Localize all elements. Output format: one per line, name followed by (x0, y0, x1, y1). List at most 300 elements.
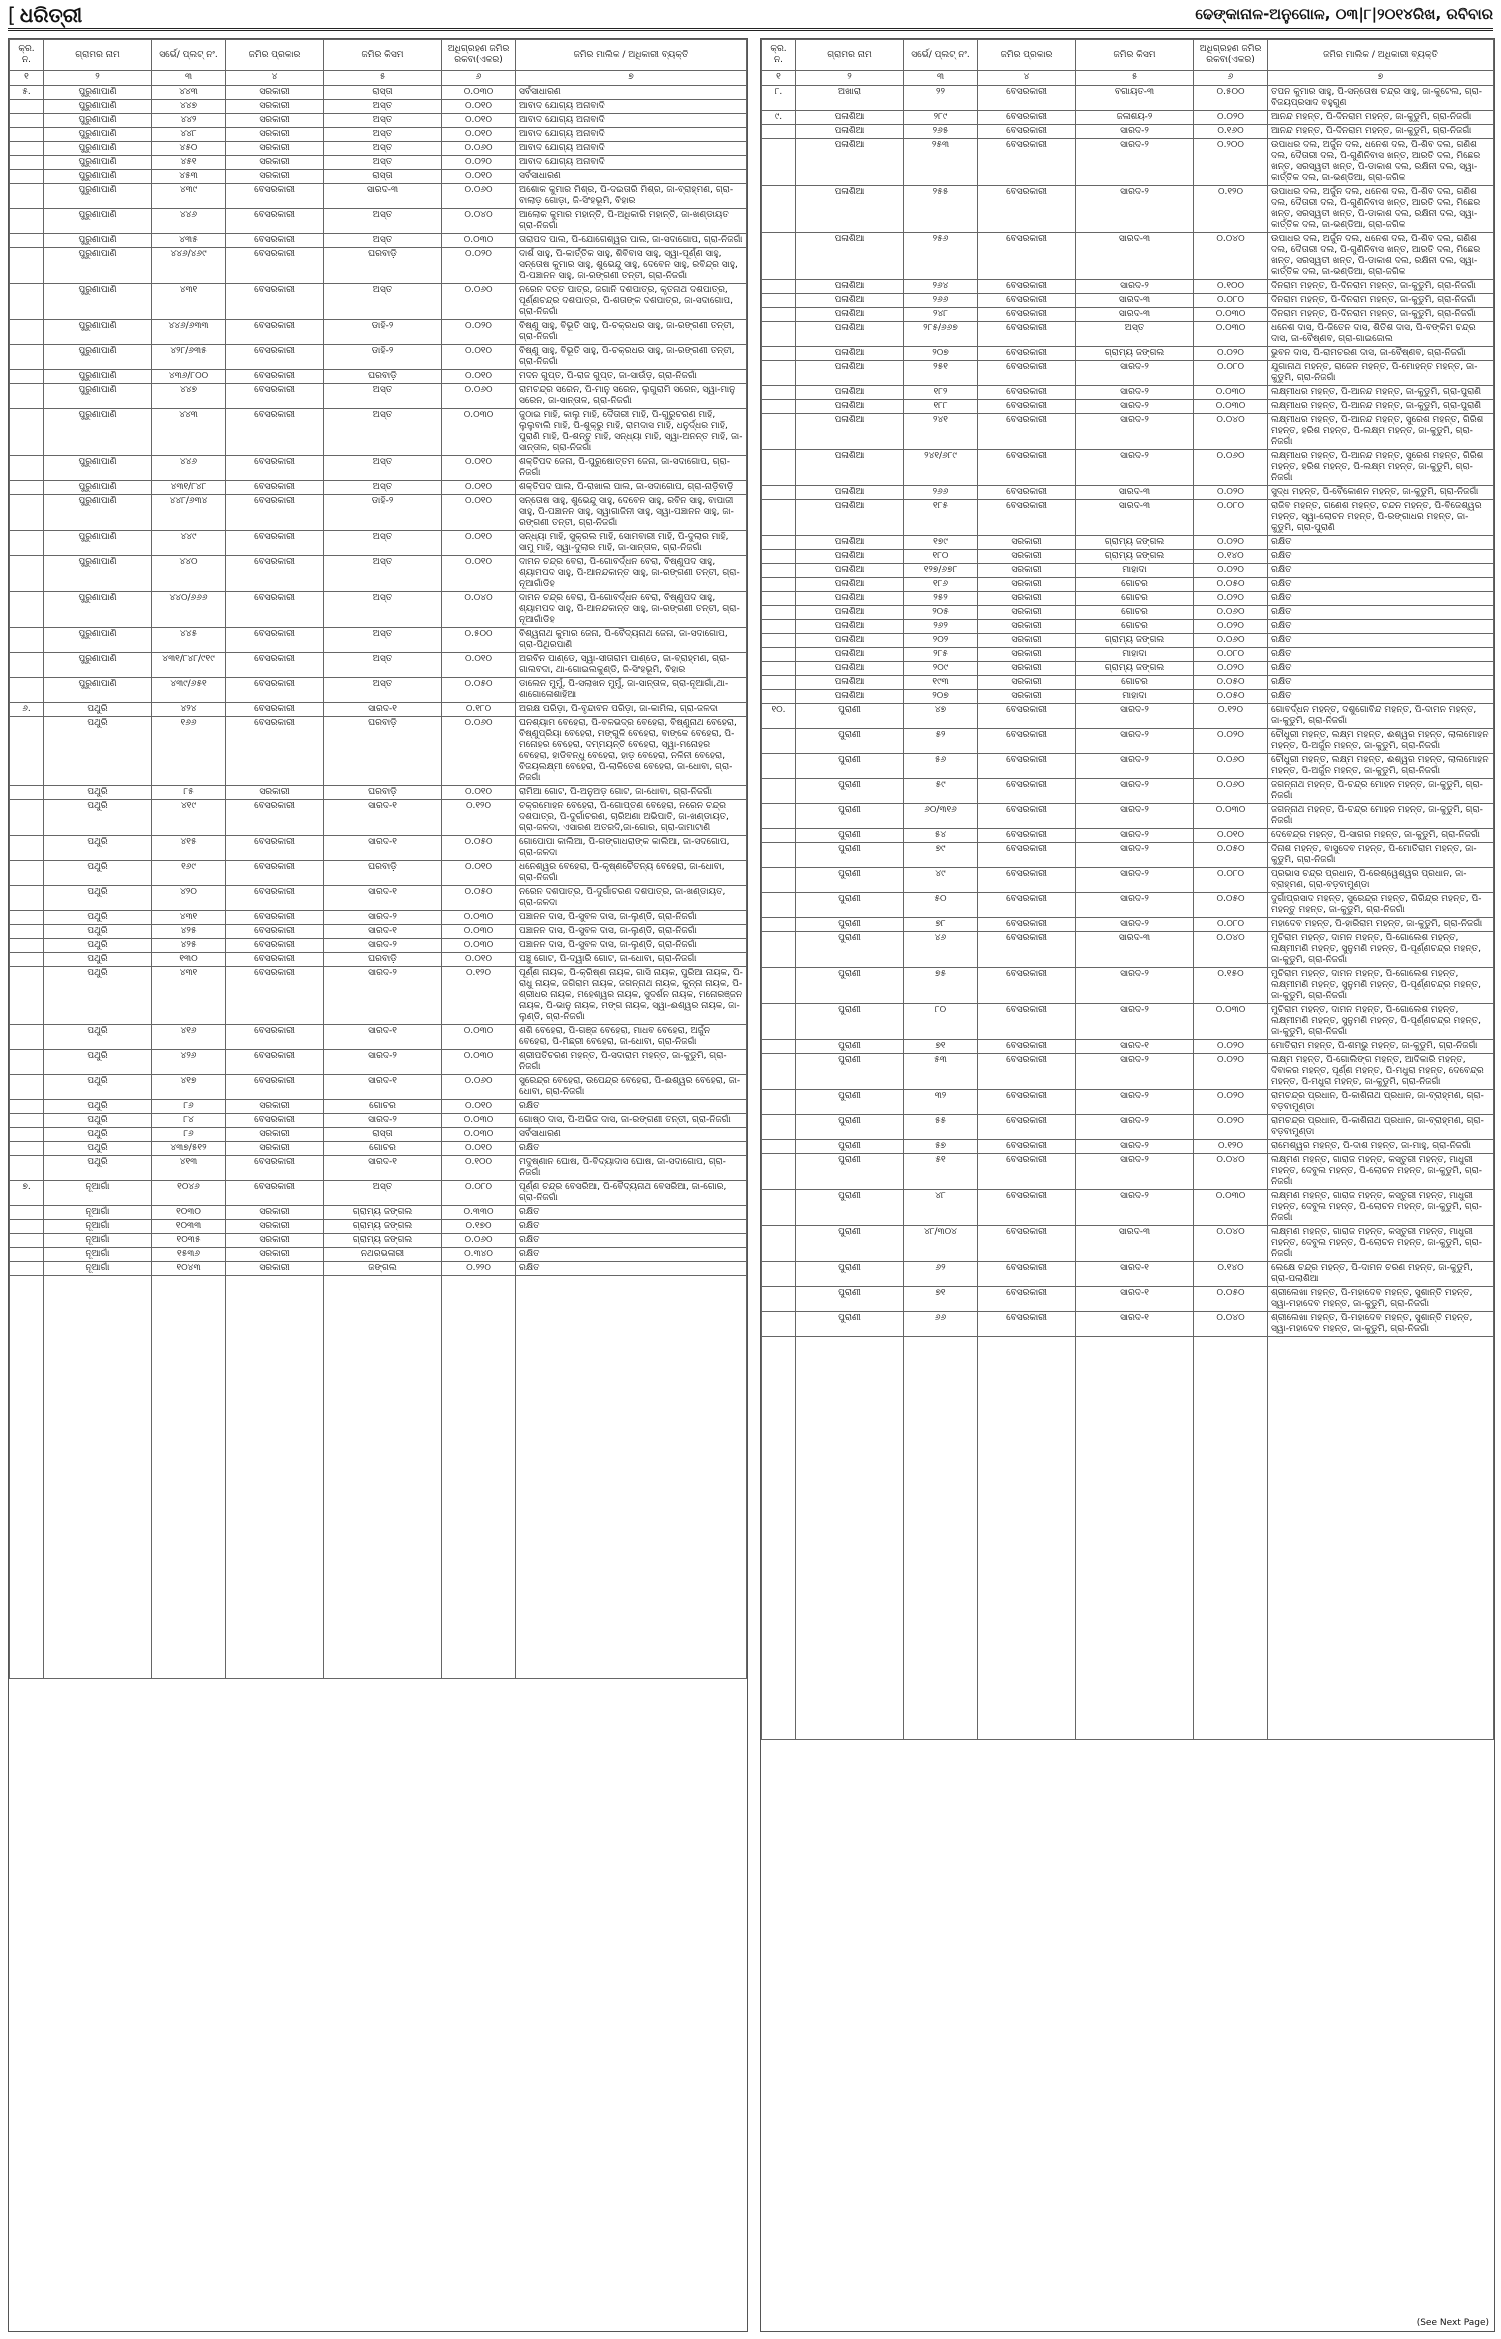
owner-cell: ଦାର୍ଶ ସାହୁ, ପି-କାର୍ତ୍ତିକ ସାହୁ, ଶିବିବାସ ସାହୁ, ସ୍ୱା-ପୂର୍ଣ୍ଣ ସାହୁ, ସନ୍ତୋଷ କୁମାର ସାହୁ, ଶୁଭେନ୍ଦୁ ସାହୁ, ଦେବେନ ସାହୁ, ରବିନ୍ଦ୍ର ସାହୁ, ପି-ପଞ୍ଚାନନ ସାହୁ, ଜା-ରଙ୍ଗଣୀ ତନ୍ତୀ, ଗ୍ରା-ନିଜଗାଁ (516, 248, 747, 284)
village-cell: ପଳାଶିଆ (796, 233, 904, 280)
area-cell: ୦.୦୩୦ (442, 409, 516, 456)
area-cell: ୦.୦୧୦ (442, 653, 516, 678)
village-cell: ପୁରାଣୀ (796, 918, 904, 932)
owner-cell: ମହାଦେବ ମହନ୍ତ, ପି-ହାରିରାମ ମହନ୍ତ, ଜା-କୁଡୁମି, ଗ୍ରା-ନିଜଗାଁ (1268, 918, 1494, 932)
kisam-cell: ସାରଦ-୩ (1076, 233, 1194, 280)
plot-cell: ୪୩୯/୬୫୧ (152, 678, 226, 703)
land-type-cell: ସରକାରୀ (226, 1248, 324, 1262)
land-type-cell: ବେସରକାରୀ (978, 729, 1076, 754)
owner-cell: ଆବାଦ ଯୋଗ୍ୟ ଅନାବାଦି (516, 114, 747, 128)
kisam-cell: ସାରଦ-୧ (324, 1156, 442, 1181)
table-row (762, 1287, 1494, 1312)
serial-no-cell: ୬. (10, 703, 44, 717)
filler-row (10, 1276, 747, 1679)
serial-no-cell: ୫. (10, 86, 44, 100)
kisam-cell: ଅସ୍ତ (324, 531, 442, 556)
empty-cell (978, 1337, 1076, 1740)
owner-cell: ରକ୍ଷିତ (516, 1248, 747, 1262)
village-cell: ପଳାଶିଆ (796, 578, 904, 592)
plot-cell: ୪୨୫ (152, 925, 226, 939)
owner-cell: ଲକ୍ଷ୍ମୀଧର ମହନ୍ତ, ପି-ଆନନ୍ଦ ମହନ୍ତ, ସୁରେଶ ମହନ୍ତ, ଗିରିଶ ମହନ୍ତ, ହରିଶ ମହନ୍ତ, ପି-ଲକ୍ଷ୍ମ ମହନ୍ତ, ଜା-କୁଡୁମି, ଗ୍ରା-ନିଜଗାଁ (1268, 414, 1494, 450)
land-table-right (761, 39, 1494, 1740)
land-type-cell: ସରକାରୀ (226, 1262, 324, 1276)
village-cell: ପୁରାଣୀ (796, 1054, 904, 1090)
area-cell: ୦.୦୩୦ (442, 1114, 516, 1128)
area-cell: ୦.୦୩୦ (442, 1025, 516, 1050)
area-cell: ୦.୫୦୦ (1194, 86, 1268, 111)
table-row (762, 294, 1494, 308)
plot-cell: ୪୪୦/୬୬୬ (152, 592, 226, 628)
serial-no-cell (10, 156, 44, 170)
kisam-cell: ସାରଦ-୧ (1076, 1312, 1194, 1337)
area-cell: ୦.୦୩୦ (442, 234, 516, 248)
plot-cell: ୫୧ (904, 1154, 978, 1190)
serial-no-cell (762, 754, 796, 779)
plot-cell: ୨୬୨ (904, 620, 978, 634)
village-cell: ନୂଆଗାଁ (44, 1248, 152, 1262)
plot-cell: ୫୩ (904, 1054, 978, 1090)
table-row (10, 925, 747, 939)
land-type-cell: ବେସରକାରୀ (978, 386, 1076, 400)
plot-cell: ୧୩୦ (152, 953, 226, 967)
village-cell: ପୁରୁଣାପାଣି (44, 531, 152, 556)
village-cell: ପଥୁରି (44, 1050, 152, 1075)
kisam-cell: ସାରଦ-୨ (1076, 893, 1194, 918)
land-type-cell: ବେସରକାରୀ (226, 1181, 324, 1206)
serial-no-cell (762, 386, 796, 400)
kisam-cell: ସାରଦ-୧ (324, 1025, 442, 1050)
table-row (762, 1140, 1494, 1154)
village-cell: ପୁରାଣୀ (796, 1040, 904, 1054)
village-cell: ପୁରାଣୀ (796, 779, 904, 804)
table-row (762, 893, 1494, 918)
table-row (10, 1050, 747, 1075)
kisam-cell: ସାରଦ-୧ (324, 836, 442, 861)
owner-cell: ଚକ୍ରମୋହନ ବେହେରା, ପି-ଗୋପ୍ତଣ ବେହେରା, ନରେନ ଚନ୍ଦ୍ର ଦଶପାତ୍ର, ପି-ଦୁର୍ଗାଚରଣ, ଚାରିଅଣା ଅଭିପାତି, ଜା-ଖଣ୍ଡାୟତ, ଗ୍ରା-ଜଳଦା, ଏସାରଣ ଅତରଦି,ଜା-ଗୋର, ଗ୍ରା-ଜାମାଟାଣି (516, 800, 747, 836)
owner-cell: ଦିନାଶ ମହନ୍ତ, ବାସୁଦେବ ମହନ୍ତ, ପି-ମୋତିରାମ ମହନ୍ତ, ଜା-କୁଡୁମି, ଗ୍ରା-ନିଜଗାଁ (1268, 843, 1494, 868)
land-type-cell: ବେସରକାରୀ (226, 481, 324, 495)
village-cell: ପଥୁରି (44, 953, 152, 967)
land-type-cell: ବେସରକାରୀ (978, 1140, 1076, 1154)
village-cell: ପୁରାଣୀ (796, 968, 904, 1004)
plot-cell: ୪୫୩ (152, 170, 226, 184)
village-cell: ନୂଆଗାଁ (44, 1181, 152, 1206)
area-cell: ୦.୦୬୦ (442, 1075, 516, 1100)
serial-no-cell (10, 170, 44, 184)
kisam-cell: ସାରଦ-୨ (1076, 386, 1194, 400)
plot-cell: ୧୮୫ (904, 500, 978, 536)
land-type-cell: ବେସରକାରୀ (978, 500, 1076, 536)
land-type-cell: ବେସରକାରୀ (226, 495, 324, 531)
kisam-cell: ଗ୍ରାମ୍ୟ ଜଙ୍ଗଲ (324, 1220, 442, 1234)
area-cell: ୦.୦୩୦ (1194, 322, 1268, 347)
area-cell: ୦.୦୨୦ (442, 248, 516, 284)
land-type-cell: ବେସରକାରୀ (226, 1114, 324, 1128)
area-cell: ୦.୦୫୦ (442, 886, 516, 911)
table-row (10, 800, 747, 836)
serial-no-cell: ୮. (762, 86, 796, 111)
owner-cell: ଶକ୍ତିପଦ ପାଲ, ପି-ରାଖାଲ ପାଲ, ଜା-ସଦାଗୋପ, ଗ୍ରା-ନାଡ଼ିବାଡ଼ି (516, 481, 747, 495)
owner-cell: ଶକ୍ତିପଦ ଜେନା, ପି-ପୁରୁଷୋତ୍ତମ ଜେନା, ଜା-ସଦାଗୋପ, ଗ୍ରା-ନିଜଗାଁ (516, 456, 747, 481)
area-cell: ୦.୦୧୦ (442, 128, 516, 142)
village-cell: ପଳାଶିଆ (796, 592, 904, 606)
area-cell: ୦.୦୩୦ (442, 1050, 516, 1075)
land-type-cell: ବେସରକାରୀ (978, 1040, 1076, 1054)
filler-row (762, 1337, 1494, 1740)
plot-cell: ୪୧୫ (152, 836, 226, 861)
owner-cell: ଅରବିନ ପାଣ୍ଡେ, ସ୍ୱା-ସୀତାରାମ ପାଣ୍ଡେ, ଜା-ବ୍ରାହ୍ମଣ, ଗ୍ରା-ଗାଲବଦା, ଥା-ଗୋଇଲକୁଣ୍ଡି, ଜି-ସିଂହଭୂମି, ବିହାର (516, 653, 747, 678)
col-header-village: ଗ୍ରାମର ନାମ (44, 40, 152, 71)
serial-no-cell (762, 1040, 796, 1054)
area-cell: ୦.୦୨୦ (1194, 620, 1268, 634)
serial-no-cell (10, 861, 44, 886)
brand-name: ଧରିତ୍ରୀ (19, 3, 83, 27)
village-cell: ପଳାଶିଆ (796, 676, 904, 690)
serial-no-cell (10, 911, 44, 925)
village-cell: ପୁରୁଣାପାଣି (44, 653, 152, 678)
plot-cell: ୨୫୩ (904, 139, 978, 186)
kisam-cell: ସାରଦ-୩ (1076, 294, 1194, 308)
village-cell: ପୁରୁଣାପାଣି (44, 114, 152, 128)
owner-cell: ସର୍ବସାଧାରଣ (516, 170, 747, 184)
plot-cell: ୪୩୯ (152, 184, 226, 209)
serial-no-cell (762, 893, 796, 918)
land-type-cell: ବେସରକାରୀ (226, 836, 324, 861)
land-type-cell: ସରକାରୀ (978, 564, 1076, 578)
village-cell: ପୁରୁଣାପାଣି (44, 128, 152, 142)
plot-cell: ୪୩୧ (152, 911, 226, 925)
village-cell: ପୁରୁଣାପାଣି (44, 409, 152, 456)
plot-cell: ୮୬ (152, 1128, 226, 1142)
serial-no-cell: ୯. (762, 111, 796, 125)
owner-cell: ଗୋଷ୍ଠ ଦାସ, ପି-ଅଭିଜ ଦାସ, ଜା-ରଙ୍ଗଣୀ ତନ୍ତୀ, ଗ୍ରା-ନିଜଗାଁ (516, 1114, 747, 1128)
kisam-cell: ସାରଦ-୨ (324, 1050, 442, 1075)
kisam-cell: ସାରଦ-୩ (1076, 932, 1194, 968)
newspaper-brand (8, 3, 82, 27)
owner-cell: ଦିନରାମ ମହନ୍ତ, ପି-ଦିନରାମ ମହନ୍ତ, ଜା-କୁଡୁମି, ଗ୍ରା-ନିଜଗାଁ (1268, 280, 1494, 294)
dateline: ଢେଙ୍କାନାଳ-ଅନୁଗୋଳ, ୦୩|୮|୨୦୧୪ରିଖ, ରବିବାର (1195, 5, 1493, 23)
plot-cell: ୫୪ (904, 829, 978, 843)
village-cell: ପଳାଶିଆ (796, 322, 904, 347)
land-type-cell: ବେସରକାରୀ (978, 843, 1076, 868)
kisam-cell: ସାରଦ-୨ (324, 967, 442, 1025)
kisam-cell: ସାରଦ-୨ (1076, 779, 1194, 804)
land-type-cell: ସରକାରୀ (226, 170, 324, 184)
land-type-cell: ବେସରକାରୀ (226, 939, 324, 953)
plot-cell: ୬୦/୩୧୬ (904, 804, 978, 829)
table-row (10, 142, 747, 156)
kisam-cell: ଅସ୍ତ (324, 592, 442, 628)
table-row (10, 1220, 747, 1234)
land-type-cell: ସରକାରୀ (226, 100, 324, 114)
serial-no-cell (10, 1025, 44, 1050)
serial-no-cell (762, 500, 796, 536)
plot-cell: ୧୦୩୫ (152, 1234, 226, 1248)
plot-cell: ୨୮୫/୬୬୭ (904, 322, 978, 347)
header-row (10, 40, 747, 71)
village-cell: ପଥୁରି (44, 800, 152, 836)
plot-cell: ୨୫୨ (904, 592, 978, 606)
land-type-cell: ବେସରକାରୀ (978, 139, 1076, 186)
area-cell: ୦.୧୪୦ (1194, 1262, 1268, 1287)
village-cell: ପଳାଶିଆ (796, 294, 904, 308)
kisam-cell: ସାରଦ-୨ (324, 1114, 442, 1128)
table-row (762, 690, 1494, 704)
owner-cell: ଦୁର୍ଗାପ୍ରସାଦ ମହନ୍ତ, ସୁରେନ୍ଦ୍ର ମହନ୍ତ, ଗିରିନ୍ଦ୍ର ମହନ୍ତ, ପି-ମହନ୍ତୁ ମହନ୍ତ, ଜା-କୁଡୁମି, ଗ୍ରା-ନିଜଗାଁ (1268, 893, 1494, 918)
kisam-cell: ରାସ୍ତା (324, 86, 442, 100)
land-type-cell: ସରକାରୀ (226, 1128, 324, 1142)
plot-cell: ୪୮ (904, 1190, 978, 1226)
kisam-cell: ଅସ୍ତ (324, 1181, 442, 1206)
village-cell: ପୁରୁଣାପାଣି (44, 284, 152, 320)
area-cell: ୦.୦୮୦ (1194, 868, 1268, 893)
village-cell: ପଳାଶିଆ (796, 186, 904, 233)
kisam-cell: ମାହାଦା (1076, 648, 1194, 662)
area-cell: ୦.୧୭୦ (442, 1220, 516, 1234)
kisam-cell: ସାରଦ-୨ (1076, 1115, 1194, 1140)
owner-cell: ବିଶ୍ୱନାଥ କୁମାର ଜେନା, ପି-ବୈଦ୍ୟନାଥ ଜେନା, ଜା-ସଦାଗୋପ, ଗ୍ରା-ପିଥିରପାଣି (516, 628, 747, 653)
village-cell: ପଳାଶିଆ (796, 550, 904, 564)
land-type-cell: ବେସରକାରୀ (226, 653, 324, 678)
kisam-cell: ଗ୍ରାମ୍ୟ ଜଙ୍ଗଲ (324, 1234, 442, 1248)
col-header-serial: କ୍ର. ନ. (762, 40, 796, 71)
serial-no-cell (10, 628, 44, 653)
table-row (762, 564, 1494, 578)
area-cell: ୦.୦୧୦ (442, 861, 516, 886)
table-row (10, 495, 747, 531)
land-type-cell: ସରକାରୀ (978, 662, 1076, 676)
land-type-cell: ବେସରକାରୀ (978, 233, 1076, 280)
serial-no-cell (10, 678, 44, 703)
owner-cell: ଧନେଶ୍ୱର ବେହେରା, ପି-କୃଷ୍ଣଚୈତନ୍ୟ ବେହେରା, ଜା-ଧୋବା, ଗ୍ରା-ନିଜଗାଁ (516, 861, 747, 886)
table-body-right (762, 86, 1494, 1740)
kisam-cell: ସାରଦ-୩ (1076, 308, 1194, 322)
table-row (10, 1025, 747, 1050)
table-row (762, 139, 1494, 186)
empty-cell (904, 1337, 978, 1740)
village-cell: ପୁରାଣୀ (796, 1312, 904, 1337)
kisam-cell: ଗ୍ରାମ୍ୟ ଜଙ୍ଗଲ (1076, 662, 1194, 676)
plot-cell: ୨୬୪ (904, 280, 978, 294)
plot-cell: ୪୨୮/୬୩୫ (152, 345, 226, 370)
serial-no-cell (762, 550, 796, 564)
village-cell: ପଳାଶିଆ (796, 308, 904, 322)
land-type-cell: ବେସରକାରୀ (226, 284, 324, 320)
area-cell: ୦.୦୧୦ (442, 114, 516, 128)
table-row (762, 536, 1494, 550)
col-header-kisam: ଜମିର କିସମ (324, 40, 442, 71)
table-header (10, 40, 747, 86)
land-type-cell: ବେସରକାରୀ (226, 800, 324, 836)
table-row (762, 308, 1494, 322)
table-row (10, 1262, 747, 1276)
table-row (10, 703, 747, 717)
village-cell: ପୁରୁଣାପାଣି (44, 384, 152, 409)
page-header (8, 2, 1493, 31)
land-type-cell: ସରକାରୀ (226, 786, 324, 800)
land-type-cell: ବେସରକାରୀ (978, 450, 1076, 486)
plot-cell: ୪୪୭ (152, 100, 226, 114)
serial-no-cell (10, 345, 44, 370)
table-row (10, 100, 747, 114)
owner-cell: ସନ୍ଧ୍ୟା ମାହି, ସୁକ୍ରଲ ମାହି, ସୋମବାରୀ ମାହି, ପି-ଦୁଲାର ମାହି, ସାମୁ ମାହି, ସ୍ୱା-ଦୁଲାର ମାହି, ଜା-ସାନ୍ତାଳ, ଗ୍ରା-ନିଜଗାଁ (516, 531, 747, 556)
owner-cell: ଚୌଧୁରୀ ମହନ୍ତ, ଲକ୍ଷ୍ମ ମହନ୍ତ, ଈଶ୍ୱର ମହନ୍ତ, ଲାଲମୋହନ ମହନ୍ତ, ପି-ଅର୍ଜୁନ ମହନ୍ତ, ଜା-କୁଡୁମି, ଗ୍ରା-ନିଜଗାଁ (1268, 754, 1494, 779)
right-column (760, 38, 1495, 2332)
plot-cell: ୪୫୦ (152, 142, 226, 156)
village-cell: ପଳାଶିଆ (796, 414, 904, 450)
owner-cell: ରକ୍ଷିତ (516, 1142, 747, 1156)
table-row (762, 606, 1494, 620)
plot-cell: ୧୫୩୬ (152, 1248, 226, 1262)
serial-no-cell (10, 409, 44, 456)
village-cell: ପୁରୁଣାପାଣି (44, 170, 152, 184)
plot-cell: ୨୮୫ (904, 648, 978, 662)
land-type-cell: ସରକାରୀ (978, 620, 1076, 634)
village-cell: ପୁରୁଣାପାଣି (44, 456, 152, 481)
area-cell: ୦.୦୩୦ (442, 939, 516, 953)
table-row (10, 1181, 747, 1206)
land-type-cell: ବେସରକାରୀ (226, 184, 324, 209)
table-row (762, 592, 1494, 606)
serial-no-cell (10, 248, 44, 284)
owner-cell: ସୁରେନ୍ଦ୍ର ବେହେରା, ଉପେନ୍ଦ୍ର ବେହେରା, ପି-ଈଶ୍ୱର ବେହେରା, ଜା-ଧୋବା, ଗ୍ରା-ନିଜଗାଁ (516, 1075, 747, 1100)
empty-cell (796, 1337, 904, 1740)
owner-cell: ରକ୍ଷିତ (1268, 676, 1494, 690)
village-cell: ନୂଆଗାଁ (44, 1262, 152, 1276)
plot-cell: ୭୧ (904, 1287, 978, 1312)
owner-cell: ପଞ୍ଚାନନ ଦାସ, ପି-ସୁବଳ ଦାସ, ଜା-ଲୁଣ୍ଡି, ଗ୍ରା-ନିଜଗାଁ (516, 925, 747, 939)
plot-cell: ୧୬୯ (152, 861, 226, 886)
serial-no-cell (762, 186, 796, 233)
land-type-cell: ସରକାରୀ (978, 536, 1076, 550)
area-cell: ୦.୩୩୦ (442, 1206, 516, 1220)
kisam-cell: ସାରଦ-୨ (1076, 754, 1194, 779)
owner-cell: ଲକ୍ଷ୍ମଣ ମହନ୍ତ, ଗାରାଜ ମହନ୍ତ, କସ୍ତୁରୀ ମହନ୍ତ, ମାଧୁରୀ ମହନ୍ତ, ଦେବୁଲ ମହନ୍ତ, ପି-ଲୋଚନ ମହନ୍ତ, ଜା-କୁଡୁମି, ଗ୍ରା-ନିଜଗାଁ (1268, 1190, 1494, 1226)
serial-no-cell (762, 308, 796, 322)
land-type-cell: ବେସରକାରୀ (226, 384, 324, 409)
owner-cell: ମୁଚିରାମ ମହନ୍ତ, ଦାମନ ମହନ୍ତ, ପି-ଗୋଲେଶ ମହନ୍ତ, ଲକ୍ଷ୍ମୀମଣି ମହନ୍ତ, ସୁନୁମଣି ମହନ୍ତ, ପି-ପୂର୍ଣ୍ଣଚନ୍ଦ୍ର ମହନ୍ତ, ଜା-କୁଡୁମି, ଗ୍ରା-ନିଜଗାଁ (1268, 1004, 1494, 1040)
owner-cell: ଶ୍ରୀଲେଖା ମହନ୍ତ, ପି-ମହାଦେବ ମହନ୍ତ, ସୁଶାନ୍ତି ମହନ୍ତ, ସ୍ୱା-ମହାଦେବ ମହନ୍ତ, ଜା-କୁଡୁମି, ଗ୍ରା-ନିଜଗାଁ (1268, 1287, 1494, 1312)
plot-cell: ୬୬ (904, 1312, 978, 1337)
table-row (762, 578, 1494, 592)
table-row (762, 125, 1494, 139)
kisam-cell: ଅସ୍ତ (324, 128, 442, 142)
owner-cell: ଦିନରାମ ମହନ୍ତ, ପି-ଦିନରାମ ମହନ୍ତ, ଜା-କୁଡୁମି, ଗ୍ରା-ନିଜଗାଁ (1268, 308, 1494, 322)
area-cell: ୦.୦୨୦ (1194, 1090, 1268, 1115)
empty-cell (1076, 1337, 1194, 1740)
owner-cell: ଅଶୋକ କୁମାର ମିଶ୍ର, ପି-ଦଇତାରି ମିଶ୍ର, ଜା-ବ୍ରାହ୍ମଣ, ଗ୍ରା-ବାଲାଡ଼ ଗୋଡ଼ା, ଜି-ସିଂହଭୂମି, ବିହାର (516, 184, 747, 209)
land-type-cell: ବେସରକାରୀ (226, 717, 324, 786)
table-row (762, 1190, 1494, 1226)
land-type-cell: ବେସରକାରୀ (978, 804, 1076, 829)
table-row (10, 86, 747, 100)
plot-cell: ୪୩୧/୮୪୮ (152, 481, 226, 495)
serial-no-cell (762, 578, 796, 592)
land-type-cell: ସରକାରୀ (226, 1100, 324, 1114)
kisam-cell: ଅସ୍ତ (324, 142, 442, 156)
land-type-cell: ସରକାରୀ (226, 142, 324, 156)
owner-cell: ରକ୍ଷିତ (1268, 634, 1494, 648)
table-row (762, 1090, 1494, 1115)
village-cell: ପଳାଶିଆ (796, 111, 904, 125)
owner-cell: ପ୍ରଭାସ ଚନ୍ଦ୍ର ପ୍ରଧାନ, ପି-ରେଶ୍ୱେଶ୍ୱର ପ୍ରଧାନ, ଜା-ବ୍ରାହ୍ମଣ, ଗ୍ରା-ବଡ଼ବାମୁଣ୍ଡା (1268, 868, 1494, 893)
kisam-cell: ଅସ୍ତ (1076, 322, 1194, 347)
land-type-cell: ବେସରକାରୀ (226, 531, 324, 556)
empty-cell (324, 1276, 442, 1679)
plot-cell: ୨୦୭ (904, 347, 978, 361)
village-cell: ପଳାଶିଆ (796, 536, 904, 550)
land-type-cell: ବେସରକାରୀ (978, 322, 1076, 347)
area-cell: ୦.୧୫୦ (1194, 968, 1268, 1004)
serial-no-cell (10, 786, 44, 800)
column-number: ୭ (516, 71, 747, 86)
col-header-plot: ସର୍ଭେ/ ପ୍ଲଟ୍ ନଂ. (904, 40, 978, 71)
owner-cell: ବିଷ୍ଣୁ ସାହୁ, ବିଭୂତି ସାହୁ, ପି-ଚକ୍ରଧର ସାହୁ, ଜା-ରଙ୍ଗଣୀ ତନ୍ତୀ, ଗ୍ରା-ନିଜଗାଁ (516, 345, 747, 370)
owner-cell: ରକ୍ଷିତ (1268, 536, 1494, 550)
village-cell: ପୁରାଣୀ (796, 932, 904, 968)
plot-cell: ୫୦ (904, 893, 978, 918)
village-cell: ପୁରାଣୀ (796, 1262, 904, 1287)
serial-no-cell (10, 1220, 44, 1234)
plot-cell: ୫୨ (904, 729, 978, 754)
village-cell: ପଥୁରି (44, 939, 152, 953)
owner-cell: ଆନନ୍ଦ ମହନ୍ତ, ପି-ଦିନରାମ ମହନ୍ତ, ଜା-କୁଡୁମି, ଗ୍ରା-ନିଜଗାଁ (1268, 125, 1494, 139)
serial-no-cell (10, 1075, 44, 1100)
kisam-cell: ଗ୍ରାମ୍ୟ ଜଙ୍ଗଲ (1076, 550, 1194, 564)
area-cell: ୦.୦୨୦ (1194, 1054, 1268, 1090)
village-cell: ପୁରୁଣାପାଣି (44, 234, 152, 248)
kisam-cell: ସାରଦ-୨ (324, 911, 442, 925)
serial-no-cell (762, 648, 796, 662)
plot-cell: ୪୪୩ (152, 86, 226, 100)
land-type-cell: ବେସରକାରୀ (978, 779, 1076, 804)
village-cell: ପଳାଶିଆ (796, 662, 904, 676)
kisam-cell: ଅସ୍ତ (324, 114, 442, 128)
table-row (762, 968, 1494, 1004)
owner-cell: ମୁଚିରାମ ମହନ୍ତ, ଦାମନ ମହନ୍ତ, ପି-ଗୋଲେଶ ମହନ୍ତ, ଲକ୍ଷ୍ମୀମଣି ମହନ୍ତ, ସୁନୁମଣି ମହନ୍ତ, ପି-ପୂର୍ଣ୍ଣଚନ୍ଦ୍ର ମହନ୍ତ, ଜା-କୁଡୁମି, ଗ୍ରା-ନିଜଗାଁ (1268, 968, 1494, 1004)
plot-cell: ୨୬୫ (904, 125, 978, 139)
table-row (762, 779, 1494, 804)
owner-cell: ତାରାପଦ ପାଲ, ପି-ଯୋଗେଶ୍ୱର ପାଲ, ଜା-ସଦାଗୋପ, ଗ୍ରା-ନିଜଗାଁ (516, 234, 747, 248)
table-row (10, 786, 747, 800)
table-row (10, 1248, 747, 1262)
serial-no-cell (10, 1114, 44, 1128)
owner-cell: ତପନ କୁମାର ସାହୁ, ପି-ସନ୍ତୋଷ ଚନ୍ଦ୍ର ସାହୁ, ଜା-କୁଟେଲ, ଗ୍ରା-ବିଜୟପ୍ରସାଦ ବହୁଗୁଣ (1268, 86, 1494, 111)
area-cell: ୦.୦୧୦ (1194, 829, 1268, 843)
area-cell: ୦.୦୪୦ (1194, 233, 1268, 280)
table-row (10, 234, 747, 248)
serial-no-cell (10, 209, 44, 234)
plot-cell: ୪୯ (904, 868, 978, 893)
land-type-cell: ବେସରକାରୀ (978, 868, 1076, 893)
village-cell: ପୁରାଣୀ (796, 1226, 904, 1262)
kisam-cell: ଗ୍ରାମ୍ୟ ଜଙ୍ଗଲ (324, 1206, 442, 1220)
land-type-cell: ବେସରକାରୀ (978, 1190, 1076, 1226)
kisam-cell: ଅସ୍ତ (324, 653, 442, 678)
serial-no-cell (10, 495, 44, 531)
owner-cell: ଦାମନ ଚନ୍ଦ୍ର ବେରା, ପି-ଗୋବର୍ଦ୍ଧନ ବେରା, ବିଷ୍ଣୁପଦ ସାହୁ, ଶ୍ୟାମପଦ ସାହୁ, ପି-ଆନନ୍ଦକାନ୍ତ ସାହୁ, ଜା-ରଙ୍ଗଣୀ ତନ୍ତୀ, ଗ୍ରା-ନୂଆଗାଁଡିହ (516, 556, 747, 592)
area-cell: ୦.୦୬୦ (1194, 634, 1268, 648)
area-cell: ୦.୦୬୦ (442, 384, 516, 409)
area-cell: ୦.୧୮୦ (442, 703, 516, 717)
col-header-type: ଜମିର ପ୍ରକାର (978, 40, 1076, 71)
table-row (762, 868, 1494, 893)
table-row (762, 361, 1494, 386)
plot-cell: ୨୪୧/୬୮୯ (904, 450, 978, 486)
plot-cell: ୨୦୫ (904, 606, 978, 620)
owner-cell: ସର୍ବସାଧାରଣ (516, 1128, 747, 1142)
owner-cell: ପୂର୍ଣ୍ଣ ଚନ୍ଦ୍ର ବେସରିଆ, ପି-ବୈଦ୍ୟନାଥ ବେସରିଆ, ଜା-ଗୋର, ଗ୍ରା-ନିଜଗାଁ (516, 1181, 747, 1206)
